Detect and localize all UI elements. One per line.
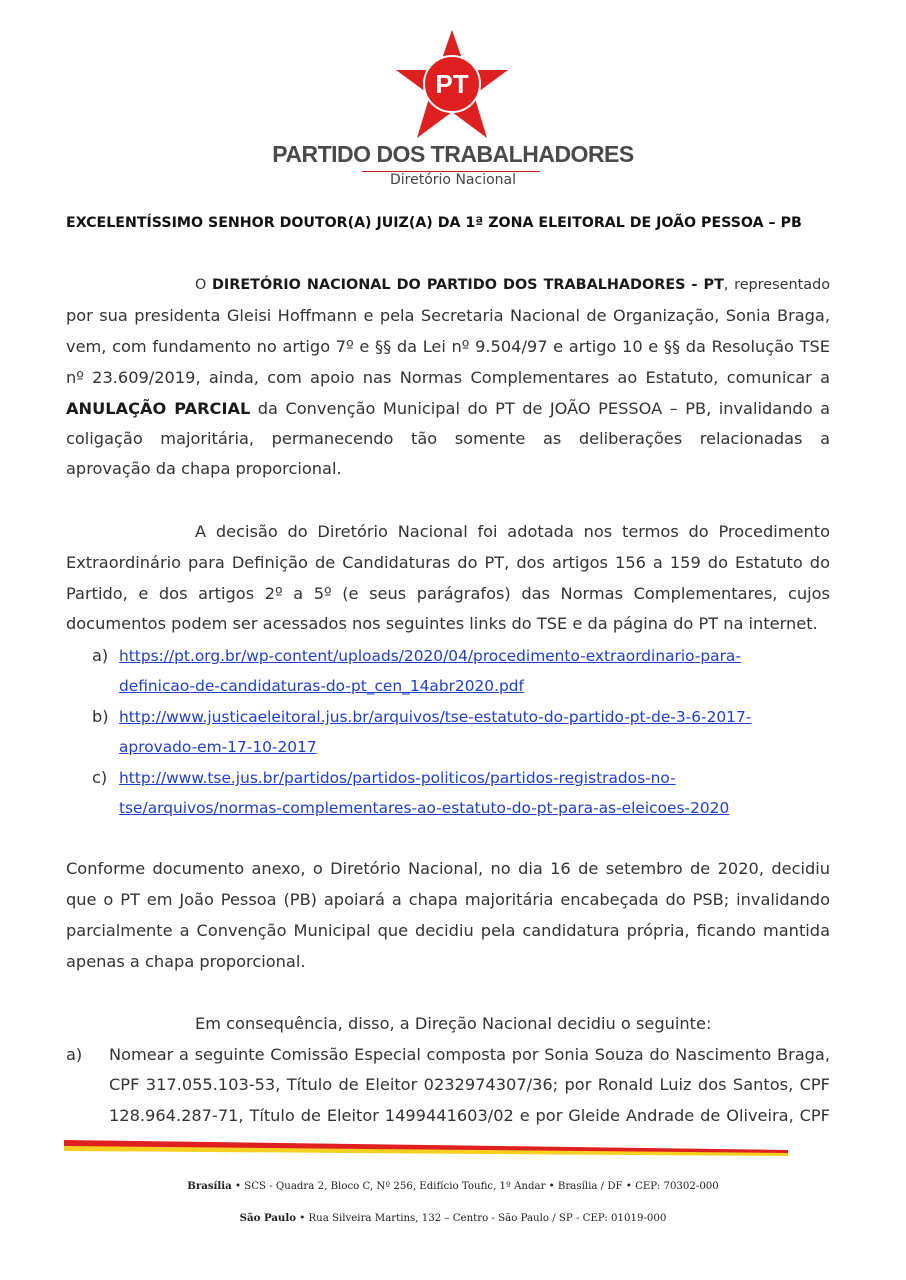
link-c-line1[interactable]: http://www.tse.jus.br/partidos/partidos-politicos/partidos-registrados-no-	[119, 769, 676, 787]
para1-line1: O DIRETÓRIO NACIONAL DO PARTIDO DOS TRABALHADORES - PT, representado	[195, 277, 831, 293]
link-b-line1[interactable]: http://www.justicaeleitoral.jus.br/arquivos/tse-estatuto-do-partido-pt-de-3-6-2017-	[119, 708, 752, 726]
link-b-label: b)	[92, 707, 109, 726]
link-a-line1[interactable]: https://pt.org.br/wp-content/uploads/2020/04/procedimento-extraordinario-para-	[119, 647, 741, 665]
para2-line3: Partido, e dos artigos 2º a 5º (e seus parágrafos) das Normas Complementares, cujos	[66, 584, 830, 603]
para1-line6: coligação majoritária, permanecendo tão somente as deliberações relacionadas a	[66, 429, 830, 448]
footer-address-brasilia: Brasília • SCS - Quadra 2, Bloco C, Nº 256, Edifício Toufic, 1º Andar • Brasília / DF • CEP: 70302-000	[187, 1180, 719, 1192]
item-a-line3: 128.964.287-71, Título de Eleitor 1499441603/02 e por Gleide Andrade de Oliveira, CPF	[109, 1106, 830, 1125]
para1-line5: ANULAÇÃO PARCIAL da Convenção Municipal do PT de JOÃO PESSOA – PB, invalidando a	[66, 399, 830, 418]
document-heading: EXCELENTÍSSIMO SENHOR DOUTOR(A) JUIZ(A) DA 1ª ZONA ELEITORAL DE JOÃO PESSOA – PB	[66, 215, 802, 231]
para2-line4: documentos podem ser acessados nos seguintes links do TSE e da página do PT na internet.	[66, 614, 818, 633]
para2-line2: Extraordinário para Definição de Candidaturas do PT, dos artigos 156 a 159 do Estatuto do	[66, 553, 830, 572]
org-subtitle: Diretório Nacional	[390, 172, 516, 188]
org-name: PARTIDO DOS TRABALHADORES	[272, 141, 634, 167]
item-a-label: a)	[66, 1045, 83, 1064]
para3-line1: Conforme documento anexo, o Diretório Nacional, no dia 16 de setembro de 2020, decidiu	[66, 859, 830, 878]
item-a-line2: CPF 317.055.103-53, Título de Eleitor 0232974307/36; por Ronald Luiz dos Santos, CPF	[109, 1075, 830, 1094]
para1-line2: por sua presidenta Gleisi Hoffmann e pela Secretaria Nacional de Organização, Sonia Braga,	[66, 306, 830, 325]
link-c-label: c)	[92, 768, 108, 787]
link-c-line2[interactable]: tse/arquivos/normas-complementares-ao-estatuto-do-pt-para-as-eleicoes-2020	[119, 799, 730, 817]
para1-line7: aprovação da chapa proporcional.	[66, 459, 342, 478]
para1-line4: nº 23.609/2019, ainda, com apoio nas Normas Complementares ao Estatuto, comunicar a	[66, 368, 830, 387]
para3-line3: parcialmente a Convenção Municipal que decidiu pela candidatura própria, ficando mantida	[66, 921, 830, 940]
para2-line1: A decisão do Diretório Nacional foi adotada nos termos do Procedimento	[195, 522, 830, 541]
para3-line4: apenas a chapa proporcional.	[66, 952, 306, 971]
footer-address-sao-paulo: São Paulo • Rua Silveira Martins, 132 – Centro - São Paulo / SP - CEP: 01019-000	[239, 1212, 667, 1224]
link-a-label: a)	[92, 646, 109, 665]
para3-line2: que o PT em João Pessoa (PB) apoiará a chapa majoritária encabeçada do PSB; invalidando	[66, 890, 830, 909]
logo-text: PT	[435, 69, 469, 99]
para1-line3: vem, com fundamento no artigo 7º e §§ da Lei nº 9.504/97 e artigo 10 e §§ da Resolução TSE	[66, 337, 830, 356]
para4-line1: Em consequência, disso, a Direção Nacional decidiu o seguinte:	[195, 1014, 712, 1033]
link-a-line2[interactable]: definicao-de-candidaturas-do-pt_cen_14abr2020.pdf	[119, 677, 524, 695]
footer-color-bar	[64, 1140, 788, 1158]
item-a-line1: Nomear a seguinte Comissão Especial composta por Sonia Souza do Nascimento Braga,	[109, 1045, 830, 1064]
pt-star-logo	[390, 26, 514, 146]
link-b-line2[interactable]: aprovado-em-17-10-2017	[119, 738, 317, 756]
